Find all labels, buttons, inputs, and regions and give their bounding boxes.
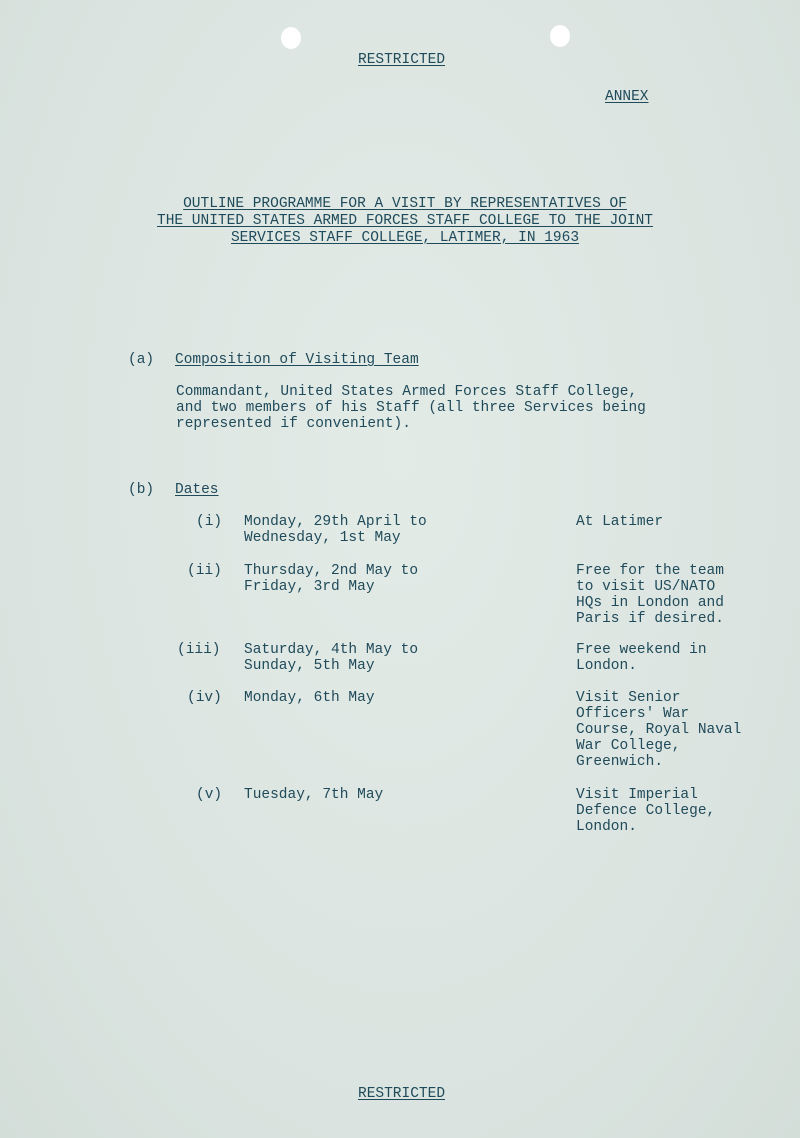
- item-note-line: Course, Royal Naval: [576, 722, 742, 738]
- item-date-line: Tuesday, 7th May: [244, 787, 384, 803]
- item-note-line: HQs in London and: [576, 595, 724, 611]
- section-a-body-line-2: and two members of his Staff (all three Services being: [176, 400, 646, 416]
- item-note-line: Defence College,: [576, 803, 716, 819]
- item-note-line: to visit US/NATO: [576, 579, 716, 595]
- item-date-line: Monday, 29th April to: [244, 514, 427, 530]
- item-note-line: At Latimer: [576, 514, 664, 530]
- section-a-heading: Composition of Visiting Team: [175, 352, 419, 368]
- punch-hole-right: [550, 25, 570, 47]
- section-b-heading: Dates: [175, 482, 219, 498]
- section-a-body-line-3: represented if convenient).: [176, 416, 411, 432]
- section-b-marker: (b): [128, 482, 155, 498]
- item-note-line: London.: [576, 658, 637, 674]
- item-date-line: Wednesday, 1st May: [244, 530, 401, 546]
- item-note-line: Visit Imperial: [576, 787, 698, 803]
- section-a-marker: (a): [128, 352, 155, 368]
- classification-top: RESTRICTED: [358, 52, 446, 68]
- item-note-line: Greenwich.: [576, 754, 664, 770]
- item-note-line: London.: [576, 819, 637, 835]
- item-numeral: (i): [196, 514, 223, 530]
- item-note-line: War College,: [576, 738, 681, 754]
- item-numeral: (iv): [187, 690, 222, 706]
- item-date-line: Thursday, 2nd May to: [244, 563, 419, 579]
- item-date-line: Saturday, 4th May to: [244, 642, 419, 658]
- item-note-line: Officers' War: [576, 706, 690, 722]
- item-numeral: (iii): [177, 642, 221, 658]
- item-note-line: Free weekend in: [576, 642, 707, 658]
- title-line-1: OUTLINE PROGRAMME FOR A VISIT BY REPRESENTATIVES OF: [183, 196, 627, 212]
- item-date-line: Sunday, 5th May: [244, 658, 375, 674]
- item-note-line: Free for the team: [576, 563, 724, 579]
- annex-label: ANNEX: [605, 89, 649, 105]
- classification-bottom: RESTRICTED: [358, 1086, 446, 1102]
- section-a-body-line-1: Commandant, United States Armed Forces Staff College,: [176, 384, 638, 400]
- item-date-line: Friday, 3rd May: [244, 579, 375, 595]
- item-date-line: Monday, 6th May: [244, 690, 375, 706]
- item-numeral: (v): [196, 787, 223, 803]
- item-numeral: (ii): [187, 563, 222, 579]
- title-line-3: SERVICES STAFF COLLEGE, LATIMER, IN 1963: [230, 230, 580, 246]
- punch-hole-left: [281, 27, 301, 49]
- item-note-line: Paris if desired.: [576, 611, 724, 627]
- item-note-line: Visit Senior: [576, 690, 681, 706]
- title-line-2: THE UNITED STATES ARMED FORCES STAFF COLLEGE TO THE JOINT: [157, 213, 653, 229]
